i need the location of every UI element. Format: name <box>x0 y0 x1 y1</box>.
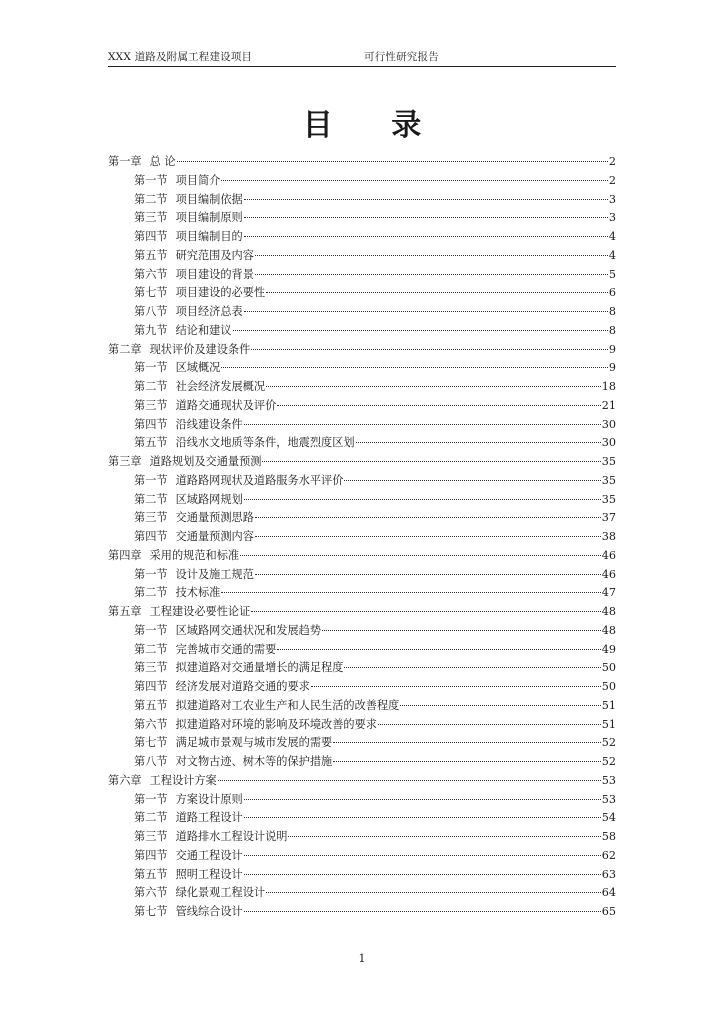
toc-entry-title: 交通量预测思路 <box>175 511 254 525</box>
toc-entry-label <box>108 772 217 791</box>
toc-dot-leader <box>233 330 608 331</box>
header-divider <box>108 66 616 67</box>
toc-entry-number: 第一节 <box>134 792 168 806</box>
toc-dot-leader <box>244 311 608 312</box>
toc-entry-label <box>134 809 243 828</box>
toc-entry-title: 社会经济发展概况 <box>175 380 266 393</box>
toc-entry-page: 46 <box>601 548 616 562</box>
toc-entry-number: 第五节 <box>134 248 168 262</box>
toc-section-entry[interactable] <box>108 697 616 716</box>
toc-section-entry[interactable] <box>108 378 616 397</box>
toc-entry-title: 沿线建设条件 <box>175 417 243 431</box>
toc-entry-page: 6 <box>608 286 616 300</box>
toc-entry-page: 5 <box>608 267 616 281</box>
header-project-name: XXX 道路及附属工程建设项目 <box>108 51 253 63</box>
toc-dot-leader <box>218 780 601 781</box>
toc-entry-title: 交通工程设计 <box>175 848 243 862</box>
toc-section-entry[interactable] <box>108 809 616 828</box>
toc-entry-title: 道路规划及交通量预测 <box>149 455 262 468</box>
toc-entry-number: 第三节 <box>134 511 168 525</box>
toc-entry-page: 2 <box>608 173 616 187</box>
toc-entry-page: 50 <box>601 680 616 693</box>
toc-entry-page: 35 <box>601 473 616 487</box>
toc-entry-title: 拟建道路对交通量增长的满足程度 <box>175 661 344 675</box>
toc-entry-label <box>134 472 343 491</box>
toc-entry-label <box>108 153 176 172</box>
toc-entry-number: 第四节 <box>134 848 168 862</box>
toc-entry-title: 区域路网交通状况和发展趋势 <box>175 623 322 637</box>
toc-chapter-entry[interactable] <box>108 603 616 622</box>
toc-entry-number: 第一节 <box>134 567 168 581</box>
toc-dot-leader <box>322 630 601 631</box>
toc-entry-number: 第四节 <box>134 230 168 243</box>
toc-entry-page: 35 <box>601 492 616 506</box>
toc-entry-number: 第三章 <box>108 455 142 468</box>
toc-entry-number: 第六节 <box>134 267 168 281</box>
toc-section-entry[interactable] <box>108 434 616 453</box>
toc-entry-title: 项目建设的背景 <box>175 267 254 281</box>
toc-chapter-entry[interactable] <box>108 547 616 566</box>
toc-section-entry[interactable] <box>108 828 616 847</box>
toc-entry-page: 30 <box>601 417 616 431</box>
toc-dot-leader <box>221 367 608 368</box>
toc-dot-leader <box>288 836 600 837</box>
toc-dot-leader <box>255 536 601 537</box>
toc-entry-label <box>134 641 276 660</box>
toc-entry-number: 第七节 <box>134 736 168 750</box>
toc-entry-label <box>134 847 243 866</box>
toc-entry-number: 第五节 <box>134 436 168 450</box>
toc-dot-leader <box>266 386 601 387</box>
toc-entry-number: 第二节 <box>134 492 168 506</box>
toc-entry-label <box>134 509 254 528</box>
toc-entry-title: 经济发展对道路交通的要求 <box>175 680 310 693</box>
toc-entry-label <box>134 828 287 847</box>
toc-entry-title: 区域路网规划 <box>175 492 243 506</box>
toc-entry-page: 18 <box>601 380 616 393</box>
toc-entry-page: 37 <box>601 511 616 525</box>
toc-entry-page: 53 <box>601 792 616 806</box>
toc-entry-number: 第二节 <box>134 380 168 393</box>
toc-dot-leader <box>255 274 608 275</box>
toc-section-entry[interactable] <box>108 397 616 416</box>
toc-entry-number: 第二节 <box>134 586 168 600</box>
toc-entry-number: 第一节 <box>134 473 168 487</box>
toc-entry-number: 第三节 <box>134 211 168 225</box>
toc-entry-title: 技术标准 <box>175 586 221 600</box>
toc-entry-label <box>134 566 254 585</box>
page-title: 目 录 <box>302 108 446 143</box>
page-number: 1 <box>358 952 366 965</box>
toc-entry-label <box>134 528 254 547</box>
toc-entry-page: 64 <box>601 886 616 900</box>
toc-entry-number: 第四章 <box>108 548 142 562</box>
toc-entry-title: 拟建道路对工农业生产和人民生活的改善程度 <box>175 698 400 712</box>
toc-entry-number: 第四节 <box>134 417 168 431</box>
toc-section-entry[interactable] <box>108 247 616 266</box>
toc-entry-page: 53 <box>601 773 616 787</box>
toc-section-entry[interactable] <box>108 734 616 753</box>
toc-dot-leader <box>244 199 608 200</box>
toc-dot-leader <box>221 592 600 593</box>
toc-entry-title: 管线综合设计 <box>175 905 243 918</box>
toc-entry-page: 65 <box>601 905 616 918</box>
toc-entry-page: 8 <box>608 305 616 318</box>
toc-entry-number: 第四节 <box>134 680 168 693</box>
toc-section-entry[interactable] <box>108 228 616 247</box>
table-of-contents <box>108 153 616 922</box>
toc-section-entry[interactable] <box>108 491 616 510</box>
toc-entry-label <box>134 247 254 266</box>
toc-entry-page: 58 <box>601 830 616 843</box>
toc-entry-label <box>134 416 243 435</box>
toc-entry-title: 沿线水文地质等条件，地震烈度区划 <box>175 436 355 450</box>
toc-section-entry[interactable] <box>108 622 616 641</box>
toc-entry-title: 研究范围及内容 <box>175 248 254 262</box>
toc-entry-title: 总 论 <box>149 155 176 168</box>
toc-entry-page: 47 <box>601 586 616 600</box>
toc-entry-page: 21 <box>601 398 616 412</box>
toc-entry-number: 第八节 <box>134 305 168 318</box>
toc-section-entry[interactable] <box>108 566 616 585</box>
toc-entry-title: 项目简介 <box>175 173 221 187</box>
toc-entry-page: 48 <box>601 605 616 618</box>
toc-dot-leader <box>244 424 601 425</box>
toc-entry-label <box>134 734 332 753</box>
toc-dot-leader <box>356 442 601 443</box>
toc-entry-label <box>134 791 243 810</box>
toc-entry-number: 第三节 <box>134 398 168 412</box>
toc-section-entry[interactable] <box>108 284 616 303</box>
toc-section-entry[interactable] <box>108 528 616 547</box>
toc-entry-page: 51 <box>601 698 616 712</box>
toc-entry-page: 51 <box>601 717 616 731</box>
toc-entry-page: 9 <box>608 342 616 356</box>
toc-entry-label <box>134 359 220 378</box>
toc-entry-title: 项目经济总表 <box>175 305 243 318</box>
toc-dot-leader <box>177 161 608 162</box>
toc-entry-title: 项目编制依据 <box>175 192 243 206</box>
toc-entry-label <box>108 603 250 622</box>
toc-entry-number: 第二节 <box>134 642 168 656</box>
toc-entry-number: 第五章 <box>108 605 142 618</box>
toc-section-entry[interactable] <box>108 416 616 435</box>
toc-entry-number: 第五节 <box>134 867 168 881</box>
toc-dot-leader <box>255 255 608 256</box>
toc-entry-title: 照明工程设计 <box>175 867 243 881</box>
toc-entry-number: 第二章 <box>108 342 142 356</box>
toc-entry-page: 52 <box>601 755 616 768</box>
toc-dot-leader <box>266 292 608 293</box>
toc-entry-label <box>134 753 332 772</box>
toc-chapter-entry[interactable] <box>108 772 616 791</box>
toc-entry-label <box>134 397 276 416</box>
toc-entry-label <box>134 584 220 603</box>
toc-dot-leader <box>244 799 601 800</box>
toc-section-entry[interactable] <box>108 172 616 191</box>
toc-entry-label <box>134 903 243 922</box>
toc-dot-leader <box>244 236 608 237</box>
toc-entry-title: 现状评价及建设条件 <box>149 342 251 356</box>
toc-dot-leader <box>262 461 600 462</box>
toc-entry-page: 52 <box>601 736 616 750</box>
toc-chapter-entry[interactable] <box>108 453 616 472</box>
toc-entry-page: 38 <box>601 530 616 543</box>
toc-entry-label <box>134 866 243 885</box>
toc-entry-title: 项目编制原则 <box>175 211 243 225</box>
toc-entry-label <box>134 678 310 697</box>
header-report-type: 可行性研究报告 <box>364 51 439 63</box>
toc-dot-leader <box>221 180 608 181</box>
toc-entry-label <box>134 266 254 285</box>
toc-entry-title: 道路交通现状及评价 <box>175 398 277 412</box>
toc-dot-leader <box>333 742 601 743</box>
toc-section-entry[interactable] <box>108 884 616 903</box>
toc-section-entry[interactable] <box>108 209 616 228</box>
toc-section-entry[interactable] <box>108 303 616 322</box>
toc-entry-title: 满足城市景观与城市发展的需要 <box>175 736 333 750</box>
toc-section-entry[interactable] <box>108 866 616 885</box>
toc-entry-label <box>134 659 343 678</box>
toc-entry-page: 63 <box>601 867 616 881</box>
toc-entry-page: 46 <box>601 567 616 581</box>
running-header <box>108 50 616 64</box>
toc-dot-leader <box>344 667 600 668</box>
toc-chapter-entry[interactable] <box>108 341 616 360</box>
toc-entry-title: 项目建设的必要性 <box>175 286 266 300</box>
toc-section-entry[interactable] <box>108 678 616 697</box>
toc-entry-title: 项目编制目的 <box>175 230 243 243</box>
toc-section-entry[interactable] <box>108 472 616 491</box>
toc-entry-title: 道路排水工程设计说明 <box>175 830 288 843</box>
toc-entry-number: 第九节 <box>134 323 168 337</box>
toc-dot-leader <box>400 705 600 706</box>
toc-entry-page: 4 <box>608 248 616 262</box>
toc-section-entry[interactable] <box>108 791 616 810</box>
toc-entry-title: 拟建道路对环境的影响及环境改善的要求 <box>175 717 377 731</box>
toc-section-entry[interactable] <box>108 847 616 866</box>
toc-entry-label <box>134 491 243 510</box>
toc-section-entry[interactable] <box>108 659 616 678</box>
toc-entry-title: 绿化景观工程设计 <box>175 886 266 900</box>
toc-dot-leader <box>255 574 601 575</box>
toc-entry-title: 完善城市交通的需要 <box>175 642 277 656</box>
toc-dot-leader <box>344 480 600 481</box>
toc-entry-label <box>134 303 243 322</box>
toc-entry-title: 工程建设必要性论证 <box>149 605 251 618</box>
toc-entry-title: 设计及施工规范 <box>175 567 254 581</box>
toc-dot-leader <box>244 911 601 912</box>
toc-entry-page: 8 <box>608 323 616 337</box>
toc-dot-leader <box>244 499 601 500</box>
toc-entry-title: 对文物古迹、树木等的保护措施 <box>175 755 333 768</box>
toc-section-entry[interactable] <box>108 191 616 210</box>
toc-section-entry[interactable] <box>108 641 616 660</box>
toc-entry-number: 第一节 <box>134 361 168 375</box>
toc-entry-number: 第一节 <box>134 173 168 187</box>
toc-entry-page: 50 <box>601 661 616 675</box>
toc-entry-label <box>134 716 377 735</box>
toc-section-entry[interactable] <box>108 509 616 528</box>
toc-entry-page: 49 <box>601 642 616 656</box>
toc-entry-number: 第三节 <box>134 661 168 675</box>
toc-dot-leader <box>251 349 608 350</box>
toc-section-entry[interactable] <box>108 716 616 735</box>
toc-entry-page: 3 <box>608 192 616 206</box>
toc-entry-number: 第七节 <box>134 905 168 918</box>
toc-entry-page: 35 <box>601 455 616 468</box>
toc-entry-number: 第五节 <box>134 698 168 712</box>
toc-entry-label <box>134 209 243 228</box>
toc-dot-leader <box>244 817 601 818</box>
toc-entry-label <box>134 622 321 641</box>
toc-entry-number: 第八节 <box>134 755 168 768</box>
toc-entry-title: 交通量预测内容 <box>175 530 254 543</box>
toc-entry-title: 道路路网现状及道路服务水平评价 <box>175 473 344 487</box>
toc-entry-number: 第六节 <box>134 886 168 900</box>
toc-dot-leader <box>333 761 601 762</box>
toc-dot-leader <box>244 855 601 856</box>
toc-entry-label <box>108 547 239 566</box>
toc-dot-leader <box>378 724 601 725</box>
toc-entry-number: 第一章 <box>108 155 142 168</box>
toc-entry-page: 4 <box>608 230 616 243</box>
toc-entry-page: 9 <box>608 361 616 375</box>
toc-entry-label <box>134 378 265 397</box>
toc-entry-number: 第二节 <box>134 192 168 206</box>
toc-dot-leader <box>244 874 601 875</box>
toc-entry-title: 区域概况 <box>175 361 221 375</box>
toc-dot-leader <box>277 649 600 650</box>
toc-section-entry[interactable] <box>108 903 616 922</box>
toc-entry-label <box>134 172 220 191</box>
toc-dot-leader <box>244 217 608 218</box>
toc-entry-title: 结论和建议 <box>175 323 232 337</box>
toc-entry-label <box>134 434 355 453</box>
toc-dot-leader <box>277 405 600 406</box>
toc-entry-label <box>134 322 232 341</box>
toc-dot-leader <box>266 892 601 893</box>
toc-entry-label <box>134 228 243 247</box>
toc-entry-page: 62 <box>601 848 616 862</box>
toc-entry-page: 54 <box>601 811 616 825</box>
toc-entry-number: 第三节 <box>134 830 168 843</box>
toc-entry-title: 道路工程设计 <box>175 811 243 825</box>
toc-entry-title: 工程设计方案 <box>149 773 217 787</box>
toc-entry-number: 第四节 <box>134 530 168 543</box>
toc-entry-number: 第七节 <box>134 286 168 300</box>
toc-entry-page: 3 <box>608 211 616 225</box>
toc-dot-leader <box>240 555 601 556</box>
toc-entry-number: 第一节 <box>134 623 168 637</box>
toc-dot-leader <box>251 611 600 612</box>
toc-entry-label <box>134 884 265 903</box>
toc-entry-title: 方案设计原则 <box>175 792 243 806</box>
toc-section-entry[interactable] <box>108 584 616 603</box>
toc-section-entry[interactable] <box>108 753 616 772</box>
toc-entry-title: 采用的规范和标准 <box>149 548 240 562</box>
toc-dot-leader <box>311 686 601 687</box>
toc-entry-label <box>134 191 243 210</box>
toc-section-entry[interactable] <box>108 266 616 285</box>
toc-dot-leader <box>255 517 601 518</box>
toc-entry-label <box>134 697 399 716</box>
toc-section-entry[interactable] <box>108 322 616 341</box>
toc-entry-number: 第六节 <box>134 717 168 731</box>
toc-entry-label <box>108 453 261 472</box>
toc-section-entry[interactable] <box>108 359 616 378</box>
toc-entry-page: 30 <box>601 436 616 450</box>
toc-chapter-entry[interactable] <box>108 153 616 172</box>
toc-entry-number: 第二节 <box>134 811 168 825</box>
toc-entry-page: 2 <box>608 155 616 168</box>
toc-entry-label <box>108 341 250 360</box>
toc-entry-number: 第六章 <box>108 773 142 787</box>
toc-entry-page: 48 <box>601 623 616 637</box>
toc-entry-label <box>134 284 265 303</box>
